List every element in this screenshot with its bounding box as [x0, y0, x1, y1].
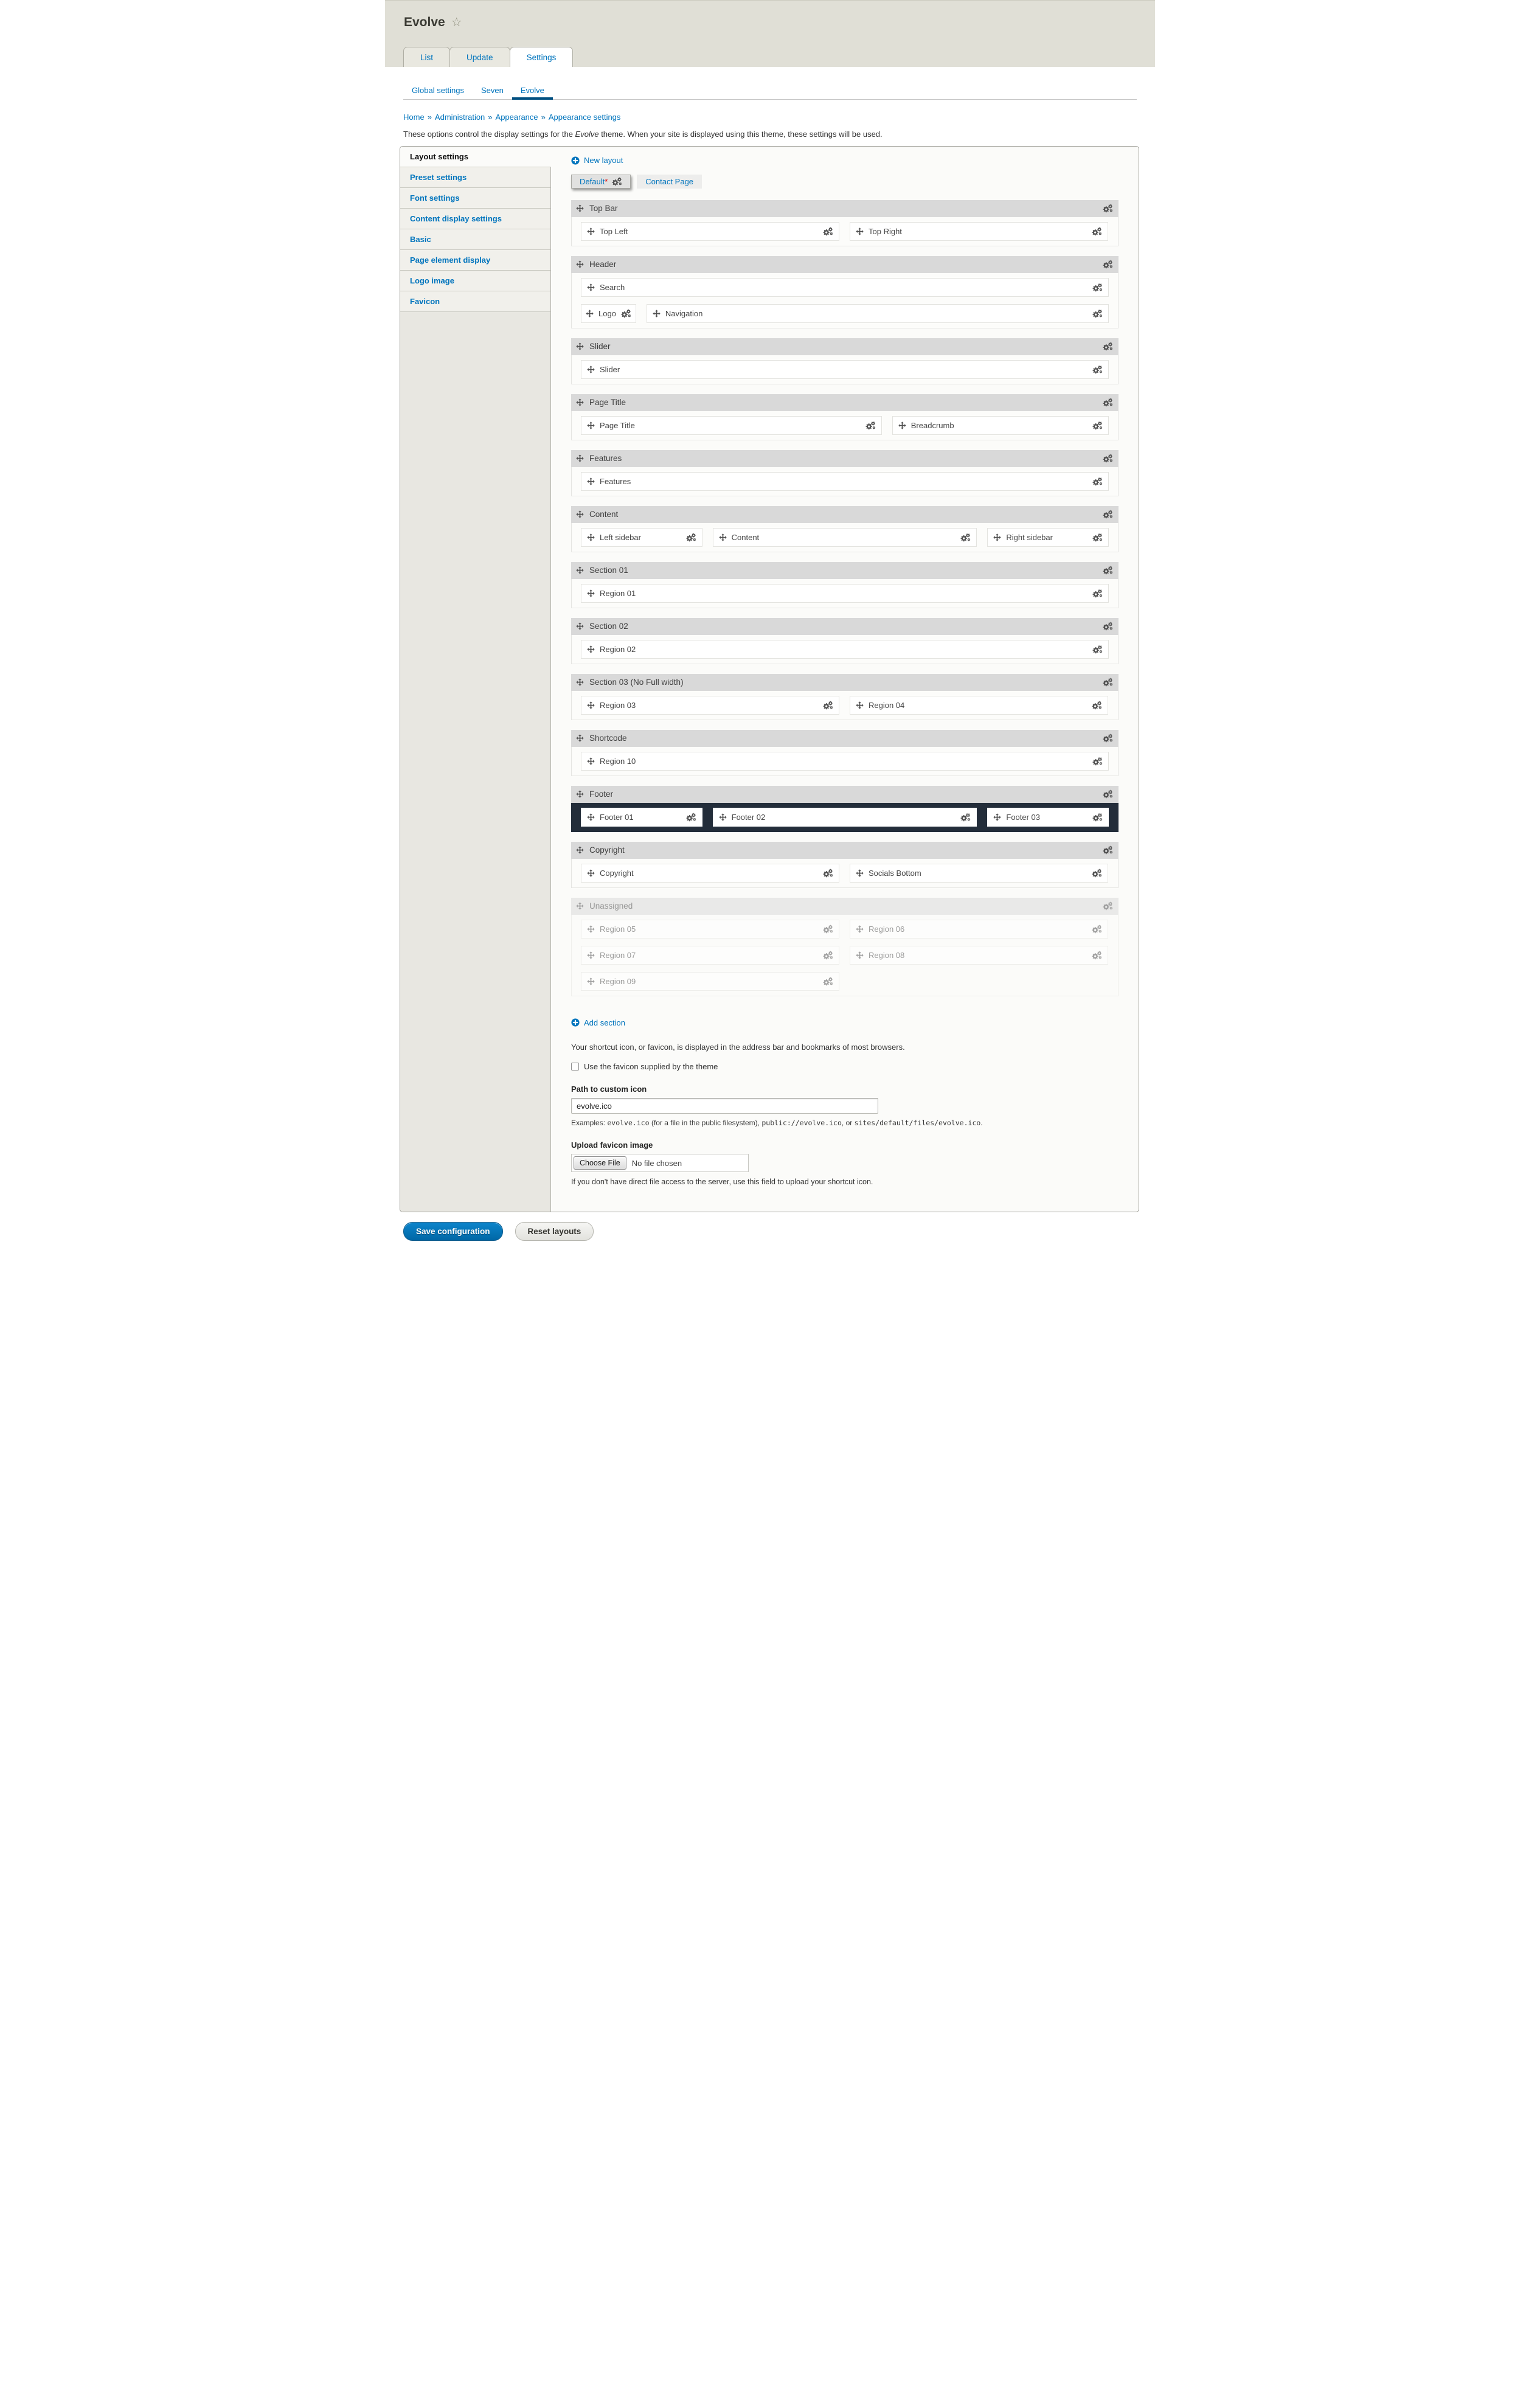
section-header[interactable]: [571, 200, 1119, 217]
region-row: [581, 360, 1109, 379]
gears-settings-icon[interactable]: [1103, 510, 1113, 519]
section-body: [571, 747, 1119, 776]
move-handle-icon[interactable]: [587, 757, 595, 765]
move-handle-icon[interactable]: [576, 398, 584, 406]
region-box[interactable]: [892, 416, 1109, 435]
region-label: Region 09: [600, 976, 636, 986]
move-handle-icon[interactable]: [587, 283, 595, 291]
layout-section: [571, 450, 1119, 496]
subtab-evolve[interactable]: Evolve: [512, 82, 553, 100]
layout-section: [571, 786, 1119, 832]
breadcrumb-link[interactable]: Administration: [434, 113, 485, 122]
gears-settings-icon[interactable]: [1092, 645, 1103, 654]
theme-settings-panel: [400, 146, 1139, 1212]
breadcrumb-separator: »: [488, 113, 493, 122]
gears-settings-icon[interactable]: [1103, 734, 1113, 743]
region-box[interactable]: [850, 222, 1108, 241]
section-body: [571, 859, 1119, 888]
move-handle-icon[interactable]: [576, 566, 584, 574]
region-label: Page Title: [600, 420, 635, 430]
section-header[interactable]: [571, 450, 1119, 467]
gears-settings-icon[interactable]: [823, 951, 833, 960]
region-label: Region 06: [869, 924, 905, 934]
move-handle-icon[interactable]: [587, 645, 595, 653]
region-label: Socials Bottom: [869, 868, 921, 878]
region-box[interactable]: [713, 808, 977, 827]
gears-settings-icon[interactable]: [1092, 757, 1103, 766]
move-handle-icon[interactable]: [576, 902, 584, 910]
move-handle-icon[interactable]: [587, 477, 595, 485]
upload-help-text: If you don't have direct file access to the server, use this field to upload your shortcut icon.: [571, 1178, 873, 1186]
breadcrumb-separator: »: [541, 113, 546, 122]
section-title: Header: [589, 260, 617, 269]
region-box[interactable]: [581, 304, 636, 323]
region-label: Region 10: [600, 756, 636, 766]
gears-settings-icon[interactable]: [1103, 678, 1113, 687]
region-label: Slider: [600, 364, 620, 374]
primary-tabs: [403, 47, 572, 67]
move-handle-icon[interactable]: [587, 227, 595, 235]
sidebar-item-page-element-display[interactable]: Page element display: [400, 250, 550, 271]
move-handle-icon[interactable]: [576, 734, 584, 742]
gears-settings-icon[interactable]: [686, 533, 696, 542]
section-header[interactable]: [571, 898, 1119, 915]
region-row: [581, 416, 1109, 435]
gears-settings-icon[interactable]: [823, 227, 833, 236]
region-box[interactable]: [581, 278, 1109, 297]
section-title: Section 01: [589, 566, 628, 575]
gears-settings-icon[interactable]: [1092, 477, 1103, 486]
gears-settings-icon[interactable]: [823, 977, 833, 986]
plus-circle-icon: [571, 1018, 580, 1027]
path-to-custom-icon-label: Path to custom icon: [571, 1085, 647, 1094]
layout-section: [571, 730, 1119, 776]
move-handle-icon[interactable]: [576, 454, 584, 462]
region-label: Region 08: [869, 950, 905, 960]
move-handle-icon[interactable]: [576, 342, 584, 350]
region-label: Breadcrumb: [910, 420, 954, 430]
layout-section: [571, 898, 1119, 996]
move-handle-icon[interactable]: [576, 204, 584, 212]
favicon-upload-field[interactable]: [571, 1154, 749, 1172]
tab-update[interactable]: Update: [449, 47, 510, 67]
secondary-tabs: [403, 82, 1137, 100]
gears-settings-icon[interactable]: [823, 925, 833, 934]
region-row: [581, 696, 1109, 715]
gears-settings-icon[interactable]: [1103, 901, 1113, 911]
shortcut-star-icon[interactable]: ☆: [451, 16, 462, 29]
move-handle-icon[interactable]: [587, 977, 595, 985]
favicon-path-examples: Examples: evolve.ico (for a file in the public filesystem), public://evolve.ico, or sites/default/files/evolve.ico.: [571, 1119, 983, 1127]
move-handle-icon[interactable]: [586, 310, 594, 318]
region-box[interactable]: [581, 920, 839, 939]
gears-settings-icon[interactable]: [1092, 309, 1103, 318]
sidebar-item-layout-settings[interactable]: Layout settings: [400, 147, 551, 167]
region-label: Content: [731, 532, 760, 542]
region-label: Left sidebar: [600, 532, 641, 542]
section-header[interactable]: [571, 338, 1119, 355]
section-header[interactable]: [571, 256, 1119, 273]
region-row: [581, 864, 1109, 883]
gears-settings-icon[interactable]: [1092, 869, 1102, 878]
favicon-intro-text: Your shortcut icon, or favicon, is displayed in the address bar and bookmarks of most browsers.: [571, 1043, 905, 1052]
move-handle-icon[interactable]: [856, 227, 864, 235]
move-handle-icon[interactable]: [576, 510, 584, 518]
region-box[interactable]: [850, 864, 1108, 883]
gears-settings-icon[interactable]: [1092, 951, 1102, 960]
move-handle-icon[interactable]: [898, 422, 906, 429]
region-row: [581, 222, 1109, 241]
region-row: [581, 972, 1109, 991]
move-handle-icon[interactable]: [587, 869, 595, 877]
region-box[interactable]: [850, 696, 1108, 715]
section-header[interactable]: [571, 618, 1119, 635]
section-title: Shortcode: [589, 734, 627, 743]
theme-name: Evolve: [575, 130, 599, 139]
breadcrumb-separator: »: [427, 113, 432, 122]
region-row: [581, 920, 1109, 939]
region-label: Footer 02: [731, 812, 766, 822]
section-header[interactable]: [571, 506, 1119, 523]
region-box[interactable]: [647, 304, 1109, 323]
region-box[interactable]: [581, 972, 839, 991]
region-box[interactable]: [581, 808, 702, 827]
move-handle-icon[interactable]: [576, 846, 584, 854]
move-handle-icon[interactable]: [587, 422, 595, 429]
layout-section: [571, 618, 1119, 664]
section-body: [571, 273, 1119, 328]
upload-favicon-label: Upload favicon image: [571, 1140, 653, 1150]
region-label: Footer 03: [1006, 812, 1041, 822]
move-handle-icon[interactable]: [719, 813, 727, 821]
region-row: [581, 304, 1109, 323]
gears-settings-icon[interactable]: [1103, 566, 1113, 575]
region-label: Top Right: [869, 226, 902, 236]
region-box[interactable]: [581, 696, 839, 715]
section-title: Unassigned: [589, 901, 633, 911]
move-handle-icon[interactable]: [993, 813, 1001, 821]
move-handle-icon[interactable]: [576, 790, 584, 798]
sidebar-item-favicon[interactable]: Favicon: [400, 291, 550, 312]
add-section-link[interactable]: Add section: [571, 1018, 625, 1027]
layout-section: [571, 842, 1119, 888]
layout-section: [571, 338, 1119, 384]
gears-settings-icon[interactable]: [823, 701, 833, 710]
section-body: [571, 217, 1119, 246]
layout-tab-label: Contact Page: [645, 176, 694, 186]
gears-settings-icon[interactable]: [1092, 925, 1102, 934]
move-handle-icon[interactable]: [587, 589, 595, 597]
layout-section: [571, 256, 1119, 328]
sidebar-item-font-settings[interactable]: Font settings: [400, 188, 550, 209]
sidebar-item-content-display-settings[interactable]: Content display settings: [400, 209, 550, 229]
gears-settings-icon[interactable]: [1092, 227, 1102, 236]
gears-settings-icon[interactable]: [1092, 813, 1103, 822]
move-handle-icon[interactable]: [587, 701, 595, 709]
region-box[interactable]: [581, 584, 1109, 603]
section-body: [571, 579, 1119, 608]
vertical-tabs-sidebar: [400, 147, 551, 1212]
section-title: Page Title: [589, 398, 626, 407]
layout-settings-pane: [551, 147, 1139, 1212]
section-body: [571, 691, 1119, 720]
gears-settings-icon[interactable]: [621, 309, 631, 318]
gears-settings-icon[interactable]: [1092, 701, 1102, 710]
gears-settings-icon[interactable]: [1103, 342, 1113, 351]
region-box[interactable]: [850, 920, 1108, 939]
section-header[interactable]: [571, 562, 1119, 579]
section-body: [571, 467, 1119, 496]
section-header[interactable]: [571, 786, 1119, 803]
region-label: Footer 01: [600, 812, 634, 822]
section-body: [571, 411, 1119, 440]
region-label: Region 05: [600, 924, 636, 934]
region-box[interactable]: [581, 222, 839, 241]
gears-settings-icon[interactable]: [1092, 589, 1103, 598]
region-label: Features: [600, 476, 631, 486]
layout-tab-label: Default*: [580, 176, 608, 186]
section-header[interactable]: [571, 842, 1119, 859]
move-handle-icon[interactable]: [856, 951, 864, 959]
section-body: [571, 523, 1119, 552]
region-row: [581, 278, 1109, 297]
section-title: Section 03 (No Full width): [589, 678, 684, 687]
layout-sections: [571, 200, 1119, 996]
layout-section: [571, 674, 1119, 720]
gears-settings-icon[interactable]: [823, 869, 833, 878]
gears-settings-icon[interactable]: [1092, 421, 1103, 430]
gears-settings-icon[interactable]: [612, 177, 622, 186]
layout-tab-default[interactable]: [571, 175, 631, 189]
move-handle-icon[interactable]: [587, 951, 595, 959]
favicon-path-input[interactable]: [571, 1098, 878, 1114]
breadcrumb-link[interactable]: Appearance: [495, 113, 538, 122]
region-label: Right sidebar: [1006, 532, 1053, 542]
no-file-chosen-text: No file chosen: [631, 1158, 682, 1168]
region-label: Region 07: [600, 950, 636, 960]
move-handle-icon[interactable]: [993, 533, 1001, 541]
use-theme-favicon-checkbox[interactable]: [571, 1063, 579, 1071]
section-body: [571, 355, 1119, 384]
breadcrumb: [403, 113, 1137, 122]
layout-section: [571, 200, 1119, 246]
move-handle-icon[interactable]: [856, 701, 864, 709]
layout-tabs: [571, 175, 1119, 189]
region-box[interactable]: [581, 528, 702, 547]
section-title: Slider: [589, 342, 611, 351]
section-header[interactable]: [571, 394, 1119, 411]
choose-file-button[interactable]: Choose File: [574, 1156, 626, 1170]
move-handle-icon[interactable]: [576, 260, 584, 268]
example-path-code: public://evolve.ico: [761, 1119, 842, 1127]
gears-settings-icon[interactable]: [1103, 398, 1113, 407]
section-body: [571, 915, 1119, 996]
gears-settings-icon[interactable]: [960, 813, 971, 822]
reset-layouts-button[interactable]: Reset layouts: [515, 1222, 594, 1241]
move-handle-icon[interactable]: [587, 813, 595, 821]
sidebar-item-preset-settings[interactable]: Preset settings: [400, 167, 550, 188]
section-header[interactable]: [571, 674, 1119, 691]
move-handle-icon[interactable]: [856, 869, 864, 877]
region-row: [581, 808, 1109, 827]
region-row: [581, 584, 1109, 603]
gears-settings-icon[interactable]: [960, 533, 971, 542]
region-label: Region 01: [600, 588, 636, 598]
gears-settings-icon[interactable]: [1103, 260, 1113, 269]
region-label: Region 02: [600, 644, 636, 654]
section-title: Top Bar: [589, 204, 618, 213]
gears-settings-icon[interactable]: [1092, 533, 1103, 542]
move-handle-icon[interactable]: [856, 925, 864, 933]
plus-circle-icon: [571, 156, 580, 165]
region-label: Region 04: [869, 700, 905, 710]
region-box[interactable]: [581, 640, 1109, 659]
new-layout-link[interactable]: New layout: [571, 156, 623, 165]
region-label: Logo: [598, 308, 616, 318]
sidebar-item-logo-image[interactable]: Logo image: [400, 271, 550, 291]
layout-section: [571, 562, 1119, 608]
gears-settings-icon[interactable]: [1103, 622, 1113, 631]
move-handle-icon[interactable]: [653, 310, 661, 318]
form-actions: [403, 1222, 1155, 1241]
region-label: Search: [600, 282, 625, 292]
region-row: [581, 528, 1109, 547]
page-header: [385, 0, 1155, 67]
layout-section: [571, 394, 1119, 440]
region-box[interactable]: [987, 808, 1109, 827]
gears-settings-icon[interactable]: [1092, 365, 1103, 374]
section-body: [571, 803, 1119, 832]
region-label: Copyright: [600, 868, 634, 878]
region-label: Region 03: [600, 700, 636, 710]
modified-asterisk: *: [605, 176, 608, 186]
save-configuration-button[interactable]: Save configuration: [403, 1222, 503, 1241]
section-title: Copyright: [589, 845, 625, 855]
region-box[interactable]: [581, 864, 839, 883]
gears-settings-icon[interactable]: [1103, 845, 1113, 855]
gears-settings-icon[interactable]: [1092, 283, 1103, 292]
region-box[interactable]: [987, 528, 1109, 547]
section-header[interactable]: [571, 730, 1119, 747]
region-box[interactable]: [581, 416, 882, 435]
region-box[interactable]: [581, 360, 1109, 379]
region-box[interactable]: [581, 752, 1109, 771]
region-row: [581, 640, 1109, 659]
move-handle-icon[interactable]: [576, 622, 584, 630]
region-box[interactable]: [581, 472, 1109, 491]
region-box[interactable]: [581, 946, 839, 965]
region-row: [581, 752, 1109, 771]
page-description: These options control the display settings for the Evolve theme. When your site is displayed using this theme, these settings will be used.: [403, 130, 883, 139]
gears-settings-icon[interactable]: [1103, 454, 1113, 463]
tab-list[interactable]: List: [403, 47, 450, 67]
region-label: Top Left: [600, 226, 628, 236]
section-body: [571, 635, 1119, 664]
layout-section: [571, 506, 1119, 552]
sidebar-item-basic[interactable]: Basic: [400, 229, 550, 250]
tab-settings[interactable]: Settings: [510, 47, 574, 67]
move-handle-icon[interactable]: [587, 366, 595, 373]
region-row: [581, 472, 1109, 491]
layout-tab-contact-page[interactable]: [637, 175, 702, 189]
region-row: [581, 946, 1109, 965]
section-title: Footer: [589, 790, 614, 799]
section-title: Content: [589, 510, 619, 519]
gears-settings-icon[interactable]: [686, 813, 696, 822]
region-label: Navigation: [665, 308, 703, 318]
region-box[interactable]: [713, 528, 977, 547]
gears-settings-icon[interactable]: [1103, 204, 1113, 213]
breadcrumb-link[interactable]: Appearance settings: [548, 113, 621, 122]
subtab-seven[interactable]: Seven: [481, 86, 504, 95]
section-title: Features: [589, 454, 622, 463]
move-handle-icon[interactable]: [587, 533, 595, 541]
use-theme-favicon-label: Use the favicon supplied by the theme: [584, 1062, 718, 1071]
example-path-code: sites/default/files/evolve.ico: [854, 1119, 981, 1127]
gears-settings-icon[interactable]: [1103, 790, 1113, 799]
region-box[interactable]: [850, 946, 1108, 965]
page-title: Evolve: [404, 15, 445, 29]
move-handle-icon[interactable]: [719, 533, 727, 541]
gears-settings-icon[interactable]: [865, 421, 876, 430]
example-path-code: evolve.ico: [607, 1119, 650, 1127]
move-handle-icon[interactable]: [576, 678, 584, 686]
move-handle-icon[interactable]: [587, 925, 595, 933]
subtab-global-settings[interactable]: Global settings: [412, 86, 464, 95]
section-title: Section 02: [589, 622, 628, 631]
breadcrumb-link[interactable]: Home: [403, 113, 425, 122]
